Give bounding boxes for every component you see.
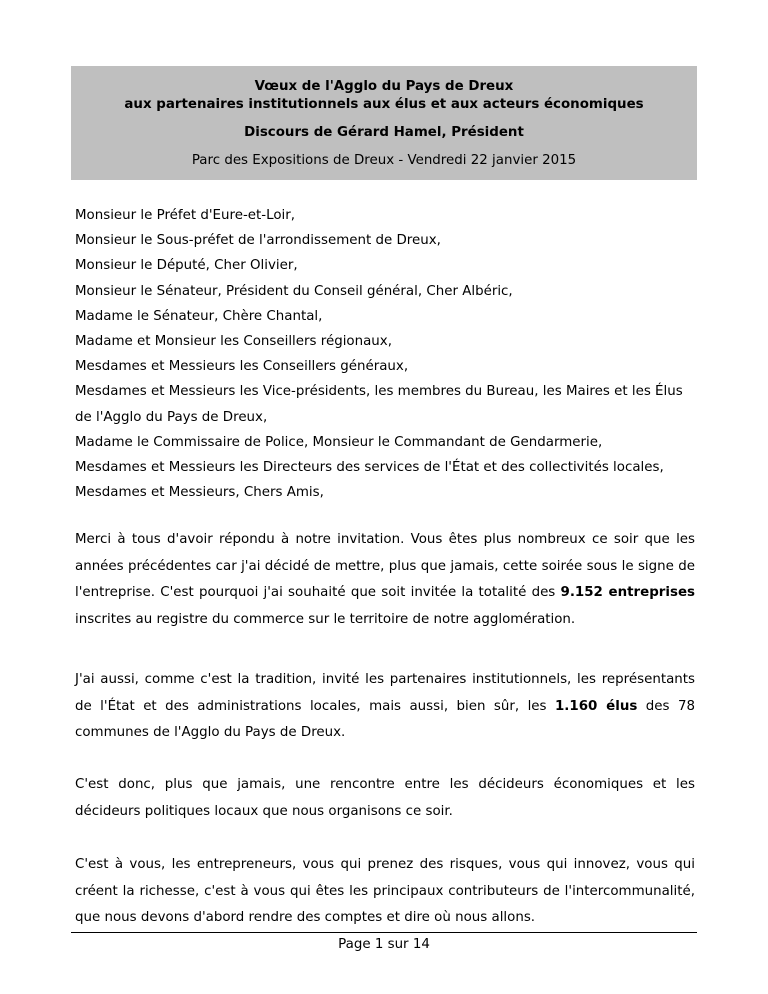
salutations-list [75, 203, 695, 505]
paragraph-text: Merci à tous d'avoir répondu à notre invitation. Vous êtes plus nombreux ce soir que les années précédentes car j'ai décidé de mettre, plus que jamais, cette soirée sous le signe de l'entreprise. C'est pourquoi j'ai souhaité que soit invitée la totalité des [75, 532, 695, 600]
document-title [71, 78, 697, 114]
salutation-line: Monsieur le Député, Cher Olivier, [75, 258, 298, 274]
page-number: Page 1 sur 14 [338, 937, 430, 952]
paragraph-text: inscrites au registre du commerce sur le territoire de notre agglomération. [75, 611, 576, 627]
paragraph-text: J'ai aussi, comme c'est la tradition, invité les partenaires institutionnels, les représentants de l'État et des administrations locales, mais aussi, bien sûr, les [75, 672, 695, 714]
paragraph-entrepreneurs: C'est à vous, les entrepreneurs, vous qui prenez des risques, vous qui innovez, vous qui créent la richesse, c'est à vous qui êtes les principaux contributeurs de l'intercommunalité, que nous devons d'abord rendre des comptes et dire où nous allons. [75, 857, 695, 925]
title-line-2: aux partenaires institutionnels aux élus et aux acteurs économiques [124, 97, 644, 112]
salutation-line: Madame et Monsieur les Conseillers régionaux, [75, 334, 392, 350]
title-block [71, 66, 697, 180]
paragraph-welcome [75, 527, 695, 633]
title-line-1: Vœux de l'Agglo du Pays de Dreux [254, 79, 514, 94]
speaker-line: Discours de Gérard Hamel, Président [244, 125, 524, 140]
salutation-line: Monsieur le Sous-préfet de l'arrondissement de Dreux, [75, 233, 441, 249]
salutation-line: Mesdames et Messieurs les Vice-présidents, les membres du Bureau, les Maires et les Élus de l'Agglo du Pays de Dreux, [75, 384, 683, 425]
paragraph-meeting: C'est donc, plus que jamais, une rencontre entre les décideurs économiques et les décideurs politiques locaux que nous organisons ce soir. [75, 777, 695, 819]
paragraph-partners [75, 667, 695, 747]
paragraph-text: des 78 communes de l'Agglo du Pays de Dreux. [75, 698, 695, 740]
highlight-enterprises: 9.152 entreprises [560, 585, 695, 600]
salutation-line: Mesdames et Messieurs, Chers Amis, [75, 485, 324, 501]
salutation-line: Monsieur le Sénateur, Président du Conseil général, Cher Albéric, [75, 283, 513, 299]
event-line: Parc des Expositions de Dreux - Vendredi 22 janvier 2015 [191, 153, 577, 168]
salutation-line: Mesdames et Messieurs les Conseillers généraux, [75, 359, 409, 375]
salutation-line: Monsieur le Préfet d'Eure-et-Loir, [75, 208, 296, 223]
salutation-line: Madame le Commissaire de Police, Monsieur le Commandant de Gendarmerie, [75, 434, 603, 450]
salutation-line: Mesdames et Messieurs les Directeurs des services de l'État et des collectivités locales, [75, 460, 664, 476]
footer-divider [71, 932, 697, 933]
salutation-line: Madame le Sénateur, Chère Chantal, [75, 308, 323, 324]
highlight-elected-officials: 1.160 élus [554, 698, 638, 714]
